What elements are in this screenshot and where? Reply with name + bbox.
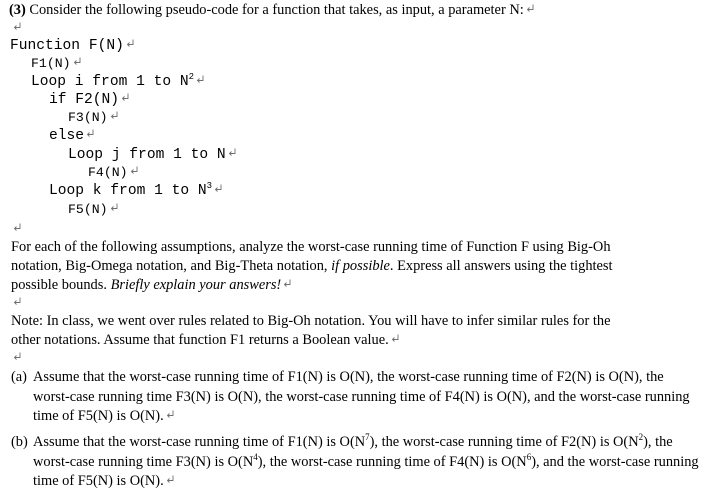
note-line-1: Note: In class, we went over rules related to Big-Oh notation. You will have to infer similar rules for the [11,313,611,329]
code-line-loop-i: Loop i from 1 to $N^2$ [31,73,203,91]
empty-line [11,220,20,238]
code-line-if-f2: if F2(N) [49,91,128,109]
part-a-label: (a) [11,369,27,385]
question-number: (3) [9,2,26,18]
instructions-line-1: For each of the following assumptions, analyze the worst-case running time of Function F using Big-Oh [11,239,611,255]
part-a-text: Assume that the worst-case running time of F1(N) is O(N), the worst-case running time of F2(N) is O(N), the worst-case running time F3(N) is O(N), the worst-case running time of F4(N) is O(N), and the worst-case running time of F5(N) is O(N). [33,369,690,424]
code-line-f5: F5(N) [68,201,117,219]
instructions-line-3: possible bounds. Briefly explain your answers! [11,276,290,294]
code-line-f1: F1(N) [31,55,80,73]
code-line-loop-j: Loop j from 1 to N [68,146,235,164]
question-heading [9,1,533,19]
part-b-text: Assume that the worst-case running time of F1(N) is $O(N^7)$, the worst-case running time of F2(N) is $O(N^2)$, the worst-case running time F3(N) is $O(N^4)$, the worst-case running time of F4(N) is $O(N^6)$, and the worst-case running time of F5(N) is O(N). [33,432,699,489]
return-arrow-icon [13,297,20,306]
code-line-f4: F4(N) [88,164,137,182]
return-arrow-icon [13,22,20,31]
return-arrow-icon [196,75,203,84]
return-arrow-icon [13,352,20,361]
return-arrow-icon [283,279,290,288]
return-arrow-icon [110,111,117,120]
return-arrow-icon [110,203,117,212]
return-arrow-icon [214,184,221,193]
return-arrow-icon [228,148,235,157]
return-arrow-icon [121,93,128,102]
part-a [11,368,701,427]
instructions-line-2: notation, Big-Omega notation, and Big-Theta notation, if possible. Express all answers using the tightest [11,258,613,274]
code-line-loop-k: Loop k from 1 to $N^3$ [49,182,221,200]
return-arrow-icon [130,166,137,175]
code-line-function: Function F(N) [10,37,133,55]
part-b-label: (b) [11,434,28,450]
return-arrow-icon [526,4,533,13]
empty-line [11,19,20,37]
empty-line [11,294,20,312]
return-arrow-icon [126,39,133,48]
code-line-f3: F3(N) [68,109,117,127]
code-line-else: else [49,127,93,145]
question-intro: Consider the following pseudo-code for a function that takes, as input, a parameter N: [29,2,524,18]
return-arrow-icon [73,57,80,66]
part-b [11,433,701,492]
return-arrow-icon [13,223,20,232]
return-arrow-icon [166,475,173,484]
return-arrow-icon [86,129,93,138]
return-arrow-icon [391,334,398,343]
return-arrow-icon [166,410,173,419]
empty-line [11,349,20,367]
note-line-2: other notations. Assume that function F1 returns a Boolean value. [11,331,398,349]
